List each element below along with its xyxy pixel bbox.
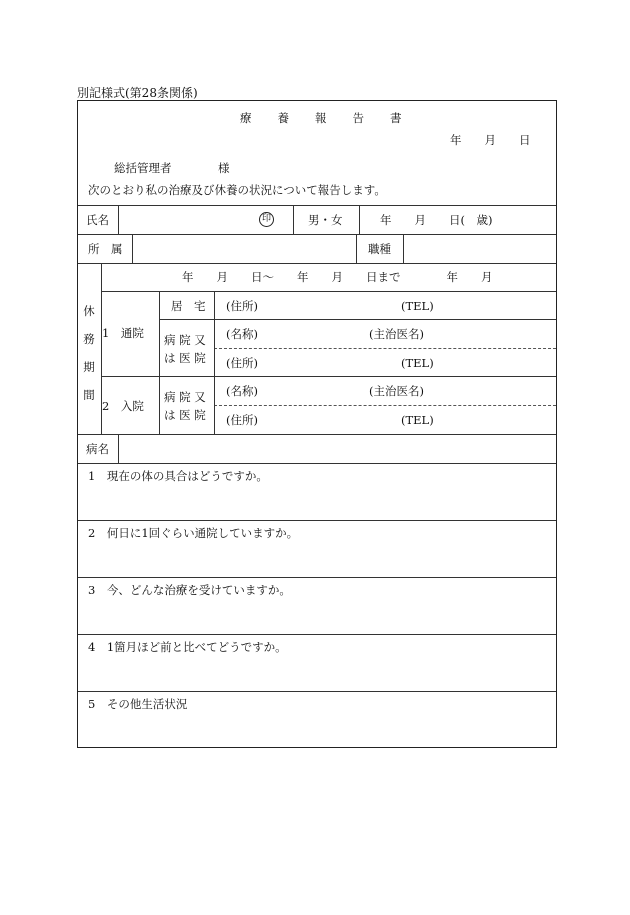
home-address[interactable]: (住所) xyxy=(226,299,258,313)
question-item: 4 1箇月ほど前と比べてどうですか。 xyxy=(88,640,287,654)
home-label: 居 宅 xyxy=(171,299,206,313)
title-char: 書 xyxy=(390,111,402,125)
inpatient-hospital-label: 病 院 又 xyxy=(164,390,206,404)
job-label: 職種 xyxy=(368,242,391,256)
gender-field[interactable]: 男・女 xyxy=(308,213,343,227)
medical-treatment-report-form xyxy=(77,100,557,748)
inpatient-label: 2 入院 xyxy=(102,399,144,413)
home-tel[interactable]: (TEL) xyxy=(401,299,434,313)
inpatient-hospital-label: は 医 院 xyxy=(164,408,206,422)
date-line[interactable]: 年 月 日 xyxy=(450,133,531,147)
leave-label-char: 休 xyxy=(83,304,95,318)
outpatient-hospital-tel[interactable]: (TEL) xyxy=(401,356,434,370)
addressee-honorific: 様 xyxy=(218,161,230,175)
seal-mark: 印 xyxy=(259,212,274,227)
inpatient-hospital-name[interactable]: (名称) xyxy=(226,384,258,398)
affiliation-label: 所 属 xyxy=(88,242,123,256)
leave-label-char: 務 xyxy=(83,332,95,346)
leave-label-char: 期 xyxy=(83,360,95,374)
leave-period-label xyxy=(81,297,97,409)
question-item: 3 今、どんな治療を受けていますか。 xyxy=(88,583,291,597)
outpatient-label: 1 通院 xyxy=(102,326,144,340)
inpatient-hospital-tel[interactable]: (TEL) xyxy=(401,413,434,427)
question-item: 1 現在の体の具合はどうですか。 xyxy=(88,469,268,483)
birth-date-field[interactable]: 年 月 日( 歳) xyxy=(380,213,493,227)
form-caption: 別記様式(第28条関係) xyxy=(77,86,198,100)
outpatient-hospital-name[interactable]: (名称) xyxy=(226,327,258,341)
name-label: 氏名 xyxy=(86,213,109,227)
intro-text: 次のとおり私の治療及び休養の状況について報告します。 xyxy=(88,183,386,197)
addressee-name: 総括管理者 xyxy=(114,161,172,175)
title-char: 養 xyxy=(277,111,289,125)
disease-label: 病名 xyxy=(86,442,109,456)
inpatient-doctor[interactable]: (主治医名) xyxy=(369,384,424,398)
question-item: 5 その他生活状況 xyxy=(88,697,188,711)
question-item: 2 何日に1回ぐらい通院していますか。 xyxy=(88,526,299,540)
outpatient-doctor[interactable]: (主治医名) xyxy=(369,327,424,341)
outpatient-hospital-address[interactable]: (住所) xyxy=(226,356,258,370)
outpatient-hospital-label: 病 院 又 xyxy=(164,333,206,347)
title-char: 告 xyxy=(352,111,364,125)
title-char: 報 xyxy=(315,111,327,125)
outpatient-hospital-label: は 医 院 xyxy=(164,351,206,365)
leave-label-char: 間 xyxy=(83,388,95,402)
title-char: 療 xyxy=(240,111,252,125)
leave-period-dates[interactable]: 年 月 日～ 年 月 日まで 年 月 xyxy=(182,270,493,284)
form-title xyxy=(240,111,402,125)
inpatient-hospital-address[interactable]: (住所) xyxy=(226,413,258,427)
